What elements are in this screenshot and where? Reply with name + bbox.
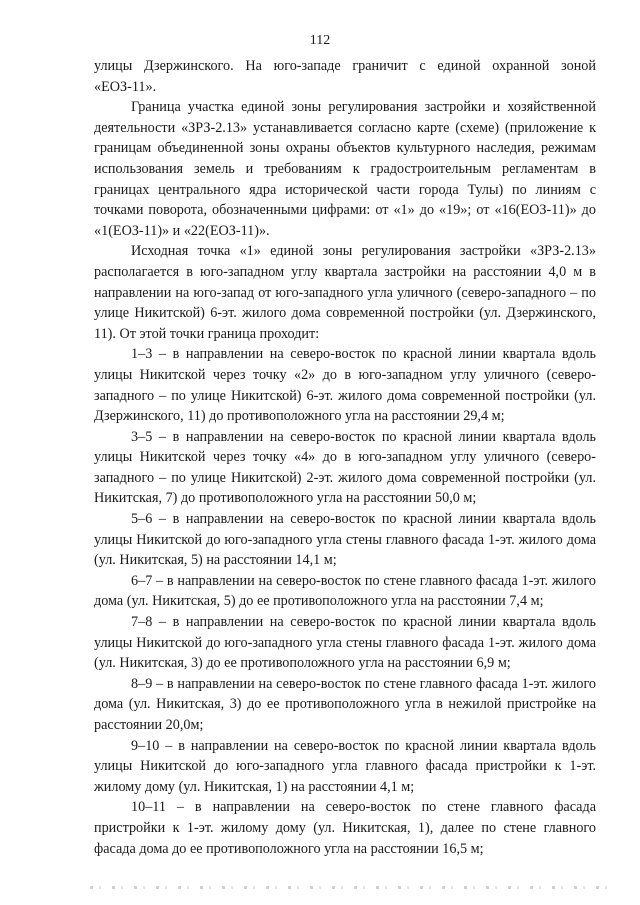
page-number: 112 [309, 33, 331, 48]
paragraph-segment-7-8: 7–8 – в направлении на северо-восток по красной линии квартала вдоль улицы Никитской до юго-западного угла стены главного фасада 1-эт. жилого дома (ул. Никитская, 3) до ее противоположного угла на расстоянии 6,9 м; [94, 614, 596, 672]
paragraph-segment-1-3: 1–3 – в направлении на северо-восток по красной линии квартала вдоль улицы Никитской через точку «2» до в юго-западном углу уличного (северо-западного – по улице Никитской) 6-эт. жилого дома современной постройки (ул. Дзержинского, 11) до противоположного угла на расстоянии 29,4 м; [94, 346, 596, 425]
paragraph-segment-3-5: 3–5 – в направлении на северо-восток по красной линии квартала вдоль улицы Никитской через точку «4» до в юго-западном углу уличного (северо-западного – по улице Никитской) 2-эт. жилого дома современной постройки (ул. Никитская, 7) до противоположного угла на расстоянии 50,0 м; [94, 428, 596, 507]
scan-artifact-line [90, 886, 610, 889]
paragraph-segment-5-6: 5–6 – в направлении на северо-восток по красной линии квартала вдоль улицы Никитской до юго-западного угла стены главного фасада 1-эт. жилого дома (ул. Никитская, 5) на расстоянии 14,1 м; [94, 511, 596, 569]
paragraph-segment-8-9: 8–9 – в направлении на северо-восток по стене главного фасада 1-эт. жилого дома (ул. Никитская, 3) до ее противоположного угла в нежилой пристройке на расстоянии 20,0м; [94, 675, 596, 733]
paragraph-segment-6-7: 6–7 – в направлении на северо-восток по стене главного фасада 1-эт. жилого дома (ул. Никитская, 5) до ее противоположного угла на расстоянии 7,4 м; [94, 572, 596, 610]
paragraph-continuation: улицы Дзержинского. На юго-западе граничит с единой охранной зоной «ЕОЗ-11». [94, 58, 596, 95]
paragraph-zone-boundary: Граница участка единой зоны регулирования застройки и хозяйственной деятельности «ЗРЗ-2.13» устанавливается согласно карте (схеме) (приложение к границам объединенной зоны охраны объектов культурного наследия, режимам использования земель и требованиям к градостроительным регламентам в границах центрального ядра исторической части города Тулы) по линиям с точками поворота, обозначенными цифрами: от «1» до «19»; от «16(ЕОЗ-11)» до «1(ЕОЗ-11)» и «22(ЕОЗ-11)». [94, 99, 596, 239]
paragraph-start-point: Исходная точка «1» единой зоны регулирования застройки «ЗРЗ-2.13» располагается в юго-западном углу квартала застройки на расстоянии 4,0 м в направлении на юго-запад от юго-западного угла уличного (северо-западного – по улице Никитской) 6-эт. жилого дома современной постройки (ул. Дзержинского, 11). От этой точки граница проходит: [94, 243, 596, 342]
paragraph-segment-9-10: 9–10 – в направлении на северо-восток по красной линии квартала вдоль улицы Никитской до юго-западного угла главного фасада пристройки к 1-эт. жилому дому (ул. Никитская, 1) на расстоянии 4,1 м; [94, 737, 596, 795]
paragraph-segment-10-11: 10–11 – в направлении на северо-восток по стене главного фасада пристройки к 1-эт. жилому дому (ул. Никитская, 1), далее по стене главного фасада дома до ее противоположного угла на расстоянии 16,5 м; [94, 799, 596, 857]
document-body [94, 56, 596, 859]
